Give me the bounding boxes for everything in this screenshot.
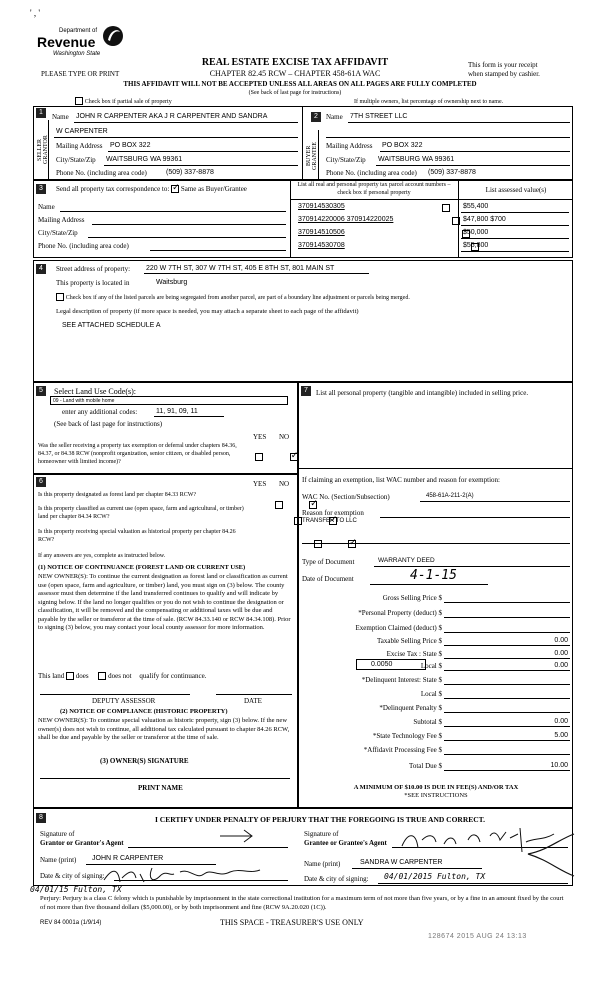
s6-q2: Is this property classified as current use (open space, farm and agricultural, or timber) land per chapter 84.34 RCW? — [38, 506, 244, 520]
multiple-owners-note: If multiple owners, list percentage of ownership next to name. — [354, 99, 504, 105]
logo-dept: Department of — [59, 28, 98, 34]
seller-side-label: SELLER GRANTOR — [37, 135, 49, 165]
tax-row-label: Gross Selling Price $ — [382, 594, 442, 602]
s5-no: NO — [279, 433, 290, 441]
partial-sale-label: Check box if partial sale of property — [84, 99, 172, 105]
reason-label: Reason for exemption — [302, 509, 364, 517]
doc-date-value[interactable]: 4-1-15 — [410, 568, 457, 583]
s3-phone-label: Phone No. (including area code) — [38, 242, 129, 250]
doc-type-label: Type of Document — [302, 558, 355, 566]
grantor-sig-label-1: Signature of — [40, 830, 75, 838]
s6-no: NO — [279, 480, 290, 488]
s6-if-yes: If any answers are yes, complete as instructed below. — [38, 553, 166, 559]
deputy-assessor-label: DEPUTY ASSESSOR — [92, 697, 156, 705]
receipt-note-1: This form is your receipt — [468, 61, 538, 69]
segregated-checkbox[interactable] — [56, 293, 64, 301]
s5-see-back: (See back of last page for instructions) — [54, 420, 163, 428]
wac-label: WAC No. (Section/Subsection) — [302, 493, 390, 501]
does-not-label: does not — [108, 672, 132, 680]
s3-name-label: Name — [38, 203, 55, 211]
s3-mail-label: Mailing Address — [38, 216, 85, 224]
seller-mail[interactable]: PO BOX 322 — [110, 142, 151, 149]
grantee-name[interactable]: SANDRA W CARPENTER — [360, 859, 443, 866]
send-correspondence-label: Send all property tax correspondence to: — [56, 185, 170, 193]
parcel-number[interactable]: 370914220006 370914220025 — [298, 216, 394, 223]
seller-mail-label: Mailing Address — [56, 142, 103, 150]
see-instructions: *SEE INSTRUCTIONS — [404, 792, 468, 799]
located-label: This property is located in — [56, 279, 130, 287]
partial-sale-checkbox[interactable] — [75, 97, 83, 105]
section-2-number: 2 — [311, 112, 321, 122]
notice1-body: NEW OWNER(S): To continue the current designation as forest land or classification as current use (open space, farm and agriculture, or timber) land, you must sign on (3) below. The county assessor must then determine if the land transferred continues to qualify and will indicate by signing below. If the land no longer qualifies or you do not wish to continue the designation or classification, it will be removed and the compensating or additional taxes will be due and payable by the seller or transferor at the time of sale. (RCW 84.33.140 or RCW 84.34.108). Prior to signing (3) below, you may contact your local county assessor for more information. — [38, 573, 291, 631]
date-label: DATE — [244, 697, 262, 705]
tax-row-label: *Delinquent Interest: State $ — [361, 676, 442, 684]
s6-q1: Is this property designated as forest land per chapter 84.33 RCW? — [38, 492, 197, 498]
tax-row-label: Exemption Claimed (deduct) $ — [355, 624, 442, 632]
grantor-date-handwritten[interactable]: 04/01/15 Fulton, TX — [30, 885, 122, 894]
tax-row-label: Taxable Selling Price $ — [376, 637, 442, 645]
street-address-label: Street address of property: — [56, 265, 131, 273]
section-8-number: 8 — [36, 813, 46, 823]
land-use-select[interactable] — [50, 396, 288, 405]
section-3-number: 3 — [36, 184, 46, 194]
s5-yes-checkbox[interactable] — [255, 453, 263, 461]
parcel-value[interactable]: $55,800 — [463, 242, 489, 249]
parcel-number[interactable]: 370914530708 — [298, 242, 345, 249]
exemption-question: Was the seller receiving a property tax exemption or deferral under chapters 84.36, 84.37, or 84.38 RCW (nonprofit organization, senior citizen, or disabled person, homeowner with limited income)? — [38, 443, 237, 465]
parcel-header: List all real and personal property tax parcel account numbers – check box if personal property — [297, 182, 451, 196]
grantee-date-handwritten[interactable]: 04/01/2015 Fulton, TX — [384, 872, 486, 881]
certify-statement: I CERTIFY UNDER PENALTY OF PERJURY THAT THE FOREGOING IS TRUE AND CORRECT. — [154, 815, 485, 824]
land-use-label: Select Land Use Code(s): — [54, 387, 136, 396]
logo-revenue: Revenue — [37, 34, 96, 50]
tax-row-label: *Affidavit Processing Fee $ — [363, 746, 442, 754]
tax-row-label: Excise Tax : State $ — [386, 650, 442, 658]
land-does-checkbox[interactable] — [66, 672, 74, 680]
grantor-signature — [100, 864, 270, 886]
buyer-name-label: Name — [326, 113, 343, 121]
tax-row-value[interactable]: 10.00 — [550, 762, 568, 769]
grantor-arrow-mark — [218, 828, 258, 844]
seller-city[interactable]: WAITSBURG WA 99361 — [106, 156, 183, 163]
tax-row-label: Local $ — [420, 662, 442, 670]
value-header: List assessed value(s) — [485, 186, 547, 194]
buyer-side-label: BUYER GRANTEE — [306, 142, 318, 170]
logo-state: Washington State — [53, 51, 101, 57]
grantee-arrow-mark — [518, 830, 578, 880]
parcel-value[interactable]: $47,800 $700 — [463, 216, 506, 223]
s3-city-label: City/State/Zip — [38, 229, 78, 237]
section-7-number: 7 — [301, 386, 311, 396]
section-4-number: 4 — [36, 264, 46, 274]
tax-row-value[interactable]: 0.00 — [554, 637, 568, 644]
legal-description[interactable]: SEE ATTACHED SCHEDULE A — [62, 322, 161, 329]
parcel-personal-checkbox[interactable] — [452, 217, 460, 225]
buyer-mail-label: Mailing Address — [326, 142, 373, 150]
grantee-date-label: Date & city of signing: — [304, 875, 369, 883]
grantee-sig-label-1: Signature of — [304, 830, 339, 838]
section-5-number: 5 — [36, 386, 46, 396]
grantor-name-label: Name (print) — [40, 856, 77, 864]
segregated-label: Check box if any of the listed parcels are being segregated from another parcel, are part of a boundary line adjustment or parcels being merged. — [65, 295, 410, 301]
grantor-name[interactable]: JOHN R CARPENTER — [92, 855, 164, 862]
tax-row-value[interactable]: 5.00 — [554, 732, 568, 739]
qualify-label: qualify for continuance. — [139, 672, 207, 680]
minimum-note: A MINIMUM OF $10.00 IS DUE IN FEE(S) AND/OR TAX — [353, 784, 519, 791]
grantee-sig-label-2: Grantee or Grantee's Agent — [304, 839, 387, 847]
treasurer-use: THIS SPACE - TREASURER'S USE ONLY — [220, 918, 364, 927]
parcel-personal-checkbox[interactable] — [442, 204, 450, 212]
parcel-number[interactable]: 370914530305 — [298, 203, 345, 210]
tax-row-label: Subtotal $ — [413, 718, 442, 726]
form-chapter: CHAPTER 82.45 RCW – CHAPTER 458-61A WAC — [209, 69, 381, 78]
logo-swoosh-icon — [102, 24, 124, 48]
s6-q1-yes-checkbox[interactable] — [275, 501, 283, 509]
doc-date-label: Date of Document — [302, 575, 354, 583]
legal-label: Legal description of property (if more space is needed, you may attach a separate sheet to each page of the affidavit) — [56, 308, 359, 315]
buyer-name[interactable]: 7TH STREET LLC — [350, 113, 408, 120]
section-1-number: 1 — [36, 108, 46, 118]
located-city[interactable]: Waitsburg — [156, 279, 188, 286]
tax-row-label: Total Due $ — [409, 762, 442, 770]
tax-row-value[interactable]: 0.00 — [554, 662, 568, 669]
seller-name-1[interactable]: JOHN R CARPENTER AKA J R CARPENTER AND SANDRA — [76, 113, 268, 120]
same-as-buyer-label: Same as Buyer/Grantee — [180, 185, 247, 193]
form-see-back: (See back of last page for instructions) — [248, 90, 342, 96]
buyer-city[interactable]: WAITSBURG WA 99361 — [378, 156, 455, 163]
form-warning: THIS AFFIDAVIT WILL NOT BE ACCEPTED UNLESS ALL AREAS ON ALL PAGES ARE FULLY COMPLETED — [123, 80, 477, 88]
s5-yes: YES — [253, 433, 267, 441]
cashier-stamp: 128674 2015 AUG 24 13:13 — [428, 933, 527, 940]
owner-signature-label: (3) OWNER(S) SIGNATURE — [100, 757, 189, 765]
land-use-value: 09 - Land with mobile home — [53, 398, 115, 404]
seller-phone[interactable]: (509) 337-8878 — [166, 169, 214, 176]
parcel-value[interactable]: $55,400 — [463, 203, 489, 210]
tax-row-value[interactable]: 0.00 — [554, 718, 568, 725]
land-does-not-checkbox[interactable] — [98, 672, 106, 680]
notice2-body: NEW OWNER(S): To continue special valuation as historic property, sign (3) below. If the new owner(s) does not wish to continue, all additional tax calculated pursuant to chapter 84.26 RCW, shall be due and payable by the seller or transferor at the time of sale. — [38, 717, 290, 741]
buyer-mail[interactable]: PO BOX 322 — [382, 142, 423, 149]
grantee-name-label: Name (print) — [304, 860, 341, 868]
this-land-label: This land — [38, 672, 65, 680]
doc-type-value[interactable]: WARRANTY DEED — [378, 557, 435, 564]
s6-q3: Is this property receiving special valuation as historical property per chapter 84.26 RCW? — [38, 529, 236, 543]
notice2-title: (2) NOTICE OF COMPLIANCE (HISTORIC PROPERTY) — [60, 708, 228, 715]
notice1-title: (1) NOTICE OF CONTINUANCE (FOREST LAND OR CURRENT USE) — [38, 564, 246, 571]
seller-phone-label: Phone No. (including area code) — [56, 169, 147, 177]
dor-logo — [37, 24, 127, 64]
seller-name-label: Name — [52, 113, 69, 121]
print-note: PLEASE TYPE OR PRINT — [41, 70, 120, 78]
tax-row-label: *Personal Property (deduct) $ — [358, 609, 442, 617]
perjury-notice: Perjury: Perjury is a class C felony which is punishable by imprisonment in the state correctional institution for a maximum term of not more than five years, or by a fine in an amount fixed by the court of not more than five thousand dollars ($5,000.00), or by both imprisonment and fine (RCW 9A.20.020 (1C)). — [40, 895, 564, 911]
receipt-note-2: when stamped by cashier. — [468, 70, 540, 78]
street-address[interactable]: 220 W 7TH ST, 307 W 7TH ST, 405 E 8TH ST, 801 MAIN ST — [146, 265, 335, 272]
personal-property-label: List all personal property (tangible and intangible) included in selling price. — [316, 389, 529, 397]
tax-row-label: Local $ — [420, 690, 442, 698]
additional-codes[interactable]: 11, 91, 09, 11 — [156, 408, 198, 415]
s5-no-checkbox[interactable] — [290, 453, 298, 461]
seller-city-label: City/State/Zip — [56, 156, 96, 164]
buyer-phone-label: Phone No. (including area code) — [326, 169, 417, 177]
form-revision: REV 84 0001a (1/9/14) — [40, 920, 102, 926]
does-label: does — [75, 672, 89, 680]
additional-codes-label: enter any additional codes: — [62, 408, 138, 416]
print-name-label: PRINT NAME — [138, 784, 183, 792]
buyer-phone[interactable]: (509) 337-8878 — [428, 169, 476, 176]
same-as-buyer-checkbox[interactable] — [171, 185, 179, 193]
local-rate: 0.0050 — [371, 661, 393, 668]
form-title: REAL ESTATE EXCISE TAX AFFIDAVIT — [201, 57, 389, 68]
tax-row-label: *State Technology Fee $ — [372, 732, 442, 740]
seller-name-2[interactable]: W CARPENTER — [56, 128, 108, 135]
scribble-mark: ' , ' — [30, 8, 40, 18]
parcel-number[interactable]: 370914510506 — [298, 229, 345, 236]
grantor-date-label: Date & city of signing: — [40, 872, 105, 880]
buyer-city-label: City/State/Zip — [326, 156, 366, 164]
section-6-number: 6 — [36, 477, 46, 487]
reason-value[interactable]: TRANSFER TO LLC — [302, 518, 357, 524]
exemption-intro: If claiming an exemption, list WAC number and reason for exemption: — [302, 476, 500, 484]
grantor-sig-label-2: Grantor or Grantor's Agent — [40, 839, 124, 847]
wac-value[interactable]: 458-61A-211-2(A) — [426, 493, 474, 499]
s6-yes: YES — [253, 480, 267, 488]
parcel-value[interactable]: $50,000 — [463, 229, 489, 236]
tax-row-label: *Delinquent Penalty $ — [379, 704, 442, 712]
tax-row-value[interactable]: 0.00 — [554, 650, 568, 657]
